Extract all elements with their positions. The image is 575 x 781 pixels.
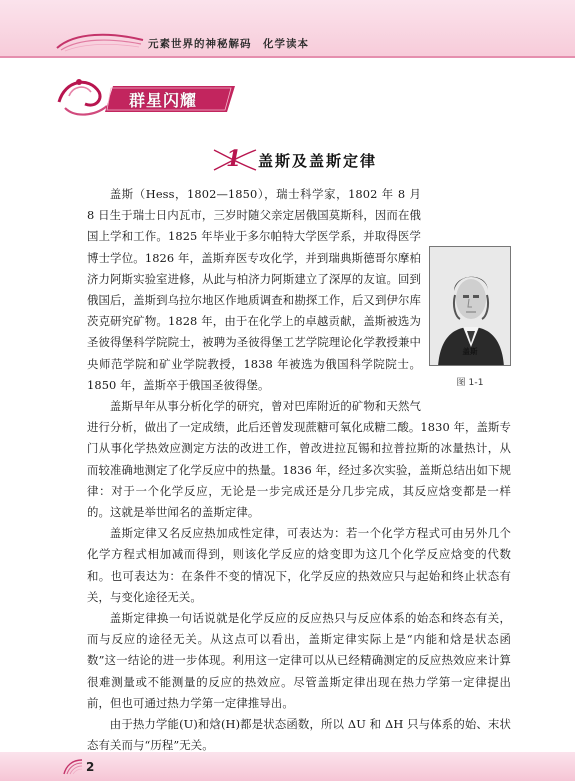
paragraph: 盖斯早年从事分析化学的研究，曾对巴库附近的矿物和天然气进行分析，做出了一定成绩，此后还曾发现蔗糖可氧化成糖二酸。1830 年，盖斯专门从事化学热效应测定方法的改进工作，曾改进拉瓦锡和拉普拉斯的冰量热计，从而较准确地测定了化学反应中的热量。1836 年，经过多次实验，盖斯总结出如下规律：对于一个化学反应，无论是一步完成还是分几步完成，其反应焓变都是一样的。这就是举世闻名的盖斯定律。 [87,399,511,520]
portrait-figure [429,246,511,398]
chapter-heading [212,144,432,174]
figure-caption: 图 1-1 [456,378,484,388]
paragraph: 盖斯定律换一句话说就是化学反应的反应热只与反应体系的始态和终态有关，而与反应的途径无关。从这点可以看出，盖斯定律实际上是“内能和焓是状态函数”这一结论的进一步体现。利用这一定律可以从已经精确测定的反应热效应来计算很难测量或不能测量的反应的热效应。尽管盖斯定律出现在热力学第一定律提出前，但也可通过热力学第一定律推导出。 [87,611,511,710]
article-body [87,184,511,756]
paragraph: 盖斯（Hess，1802—1850），瑞士科学家，1802 年 8 月 8 日生于瑞士日内瓦市，三岁时随父亲定居俄国莫斯科，因而在俄国上学和工作。1825 年毕业于多尔帕特大学医学系，并取得医学博士学位。1826 年，盖斯弃医专攻化学，并到瑞典斯德哥尔摩柏济力阿斯实验室进修，从此与柏济力阿斯建立了深厚的友谊。回到俄国后，盖斯到乌拉尔地区作地质调查和勘探工作，后又到伊尔库茨克研究矿物。1828 年，由于在化学上的卓越贡献，盖斯被选为圣彼得堡科学院院士，被聘为圣彼得堡工艺学院理论化学教授兼中央师范学院和矿业学院教授，1838 年被选为俄国科学院院士。1850 年，盖斯卒于俄国圣彼得堡。 [87,187,421,392]
section-title: 群星闪耀 [129,91,198,110]
running-title: 元素世界的神秘解码 化学读本 [148,38,309,50]
paragraph: 由于热力学能(U)和焓(H)都是状态函数，所以 ΔU 和 ΔH 只与体系的始、末状态有关而与“历程”无关。 [87,717,511,753]
chapter-number: 1 [226,146,242,172]
fan-ornament-icon [62,758,84,776]
portrait-name: 盖斯 [462,346,478,356]
section-logo [55,72,245,120]
portrait-image [429,246,511,366]
chapter-title: 盖斯及盖斯定律 [258,152,378,170]
page-number: 2 [86,760,95,774]
swoosh-ornament-icon [55,30,145,52]
paragraph: 盖斯定律又名反应热加成性定律，可表达为：若一个化学方程式可由另外几个化学方程式相加减而得到，则该化学反应的焓变即为这几个化学反应焓变的代数和。也可表达为：在条件不变的情况下，化学反应的热效应只与起始和终止状态有关，与变化途径无关。 [87,526,511,604]
